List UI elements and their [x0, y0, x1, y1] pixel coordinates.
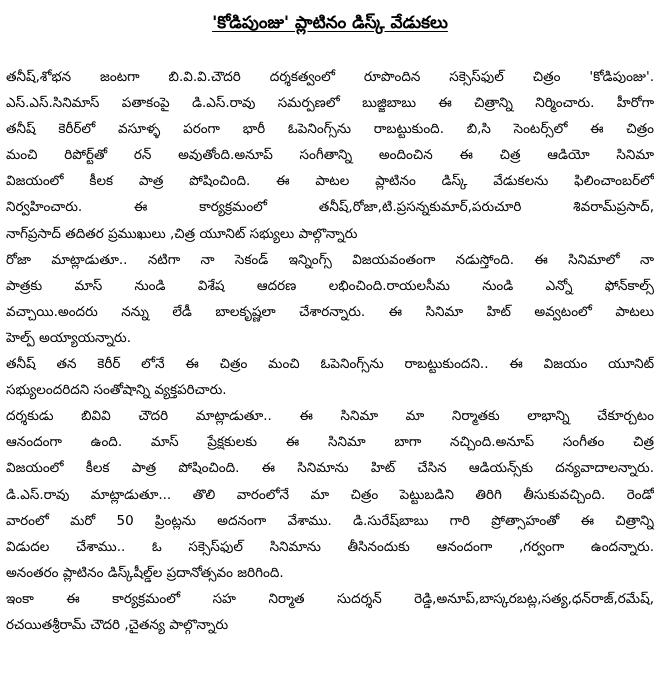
article-line: హెల్ప్ అయ్యాయన్నారు.: [6, 329, 131, 346]
article-line: ఎస్.ఎస్.సినిమాస్ పతాకంపై డి.ఎస్.రావు సమర్పణలో బుజ్జిబాబు ఈ చిత్రాన్ని నిర్మించారు. హీరోగా: [6, 95, 654, 112]
article-line: దర్శకుడు బివివి చౌదరి మాట్లాడుతూ.. ఈ సినిమా మా నిర్మాతకు లాభాన్ని చేకూర్చటం: [6, 408, 654, 425]
article-line: ఇంకా ఈ కార్యక్రమంలో సహ నిర్మాత సుదర్శన్ రెడ్డి,అనూప్,బాస్కరబట్ల,సత్య,ధన్‌రాజ్,రమేష్,: [6, 590, 654, 607]
article-line: రోజా మాట్లాడుతూ.. నటిగా నా సెకండ్ ఇన్నింగ్స్ విజయవంతంగా నడుస్తోంది. ఈ సినిమాలో నా: [6, 251, 654, 268]
article-title: [0, 12, 660, 34]
article-line: అనంతరం ప్లాటినం డిస్క్‌షీల్డ్‌ల ప్రదానోత్సవం జరిగింది.: [6, 564, 284, 581]
article-line: డి.ఎస్.రావు మాట్లాడుతూ... తొలి వారంలోనే మా చిత్రం పెట్టుబడిని తిరిగి తీసుకువచ్చింది. రెండో: [6, 486, 654, 503]
article-line: విజయంలో కీలక పాత్ర పోషించింది. ఈ పాటల ప్లాటినం డిస్క్ వేడుకలను ఫిలించాంబర్‌లో: [6, 173, 654, 190]
article-line: సభ్యులందరిదని సంతోషాన్ని వ్యక్తపరిచారు.: [6, 382, 227, 399]
article-line: విజయంలో కీలక పాత్ర పోషించింది. ఈ సినిమాను హిట్ చేసిన ఆడియన్స్‌కు దన్యవాదాలన్నారు.: [6, 460, 654, 477]
article-line: విడుదల చేశాము.. ఓ సక్సెస్‌ఫుల్ సినిమాను తీసినందుకు ఆనందంగా ,గర్వంగా ఉందన్నారు.: [6, 538, 654, 555]
article-line: వచ్చాయి.అందరు నన్ను లేడీ బాలకృష్ణలా చేశారన్నారు. ఈ సినిమా హిట్ అవ్వటంలో పాటలు: [6, 303, 654, 320]
article-title-text: 'కోడిపుంజు' ప్లాటినం డిస్క్ వేడుకలు: [212, 13, 448, 33]
article-line: నాగ్‌ప్రసాద్ తదితర ప్రముఖులు ,చిత్ర యూనిట్ సభ్యులు పాల్గొన్నారు: [6, 225, 358, 242]
article-line: తనీష్ కెరీర్‌లో వసూళ్ళ పరంగా భారీ ఓపెనింగ్స్‌ను రాబట్టుకుంది. బి,సి సెంటర్స్‌లో ఈ చిత్రం: [6, 121, 654, 138]
article-line: రచయితశ్రీరామ్ చౌదరి ,చైతన్య పాల్గొన్నారు: [6, 616, 229, 633]
article-line: మంచి రిపోర్ట్‌తో రన్ అవుతోంది.అనూప్ సంగీతాన్ని అందించిన ఈ చిత్ర ఆడియో సినిమా: [6, 147, 654, 164]
article-line: నిర్వహించారు. ఈ కార్యక్రమంలో తనీష్,రోజా,టి.ప్రసన్నకుమార్,పరుచూరి శివరామ్‌ప్రసాద్,: [6, 199, 654, 216]
article-line: తనీష్ తన కెరీర్ లోనే ఈ చిత్రం మంచి ఓపెనింగ్స్‌ను రాబట్టుకుందని.. ఈ విజయం యూనిట్: [6, 356, 654, 373]
article-line: వారంలో మరో 50 ప్రింట్లను అదనంగా వేశాము. డి.సురేష్‌బాబు గారి ప్రోత్సాహంతో ఈ చిత్రాన్ని: [6, 512, 654, 529]
article-body: [6, 64, 654, 638]
article-line: ఆనందంగా ఉంది. మాస్ ప్రేక్షకులకు ఈ సినిమా బాగా నచ్చింది.అనూప్ సంగీతం చిత్ర: [6, 434, 654, 451]
article-line: పాత్రకు మాస్ నుండి విశేష ఆదరణ లభించింది.రాయలసీమ నుండి ఎన్నో ఫోన్‌కాల్స్: [6, 277, 654, 294]
article-line: తనీష్,శోభన జంటగా బి.వి.వి.చౌదరి దర్శకత్వంలో రూపొందిన సక్సెస్‌ఫుల్ చిత్రం 'కోడిపుంజు'.: [6, 69, 654, 85]
